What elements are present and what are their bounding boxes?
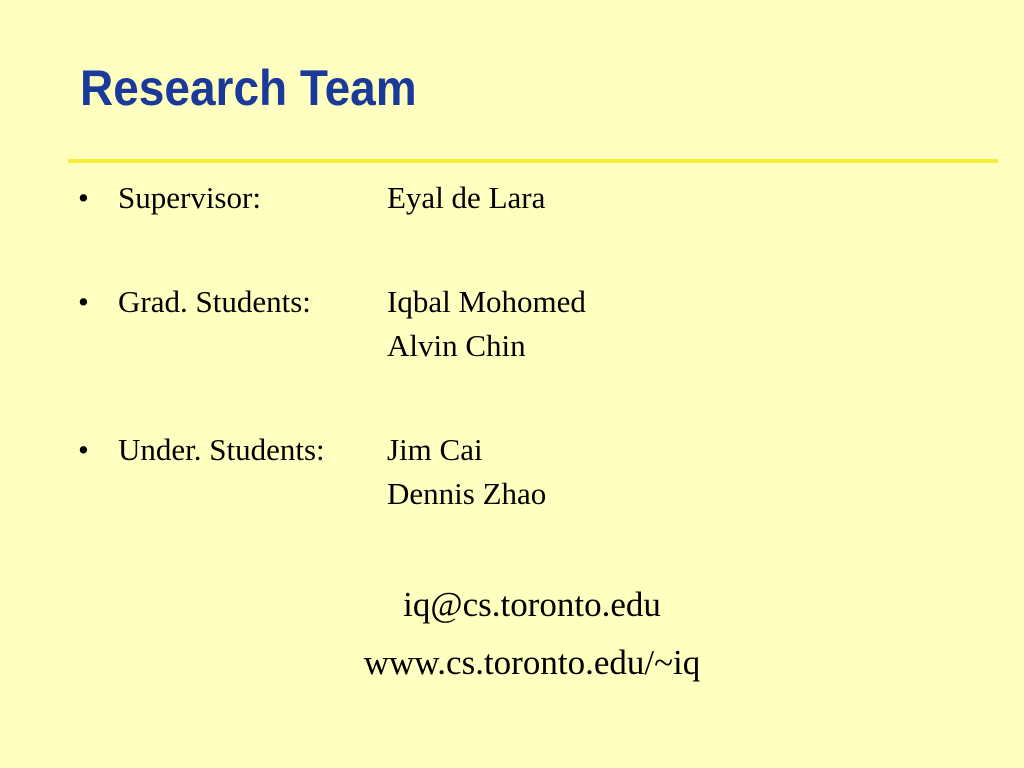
role-names [387,428,546,516]
contact-website: www.cs.toronto.edu/~iq [363,643,701,682]
role-names [387,280,586,368]
person-name: Eyal de Lara [387,180,546,215]
person-name: Jim Cai [387,432,483,467]
person-name: Alvin Chin [387,328,526,363]
role-label: Grad. Students: [118,284,311,319]
role-label: Supervisor: [118,180,261,215]
role-names [387,176,545,220]
role-label: Under. Students: [118,432,325,467]
title-divider [68,159,998,163]
bullet-marker: • [78,432,89,467]
bullet-marker: • [78,180,89,215]
person-name: Iqbal Mohomed [387,284,586,319]
person-name: Dennis Zhao [387,476,547,511]
slide-title: Research Team [80,60,417,116]
bullet-marker: • [78,284,89,319]
contact-email: iq@cs.toronto.edu [403,585,661,624]
